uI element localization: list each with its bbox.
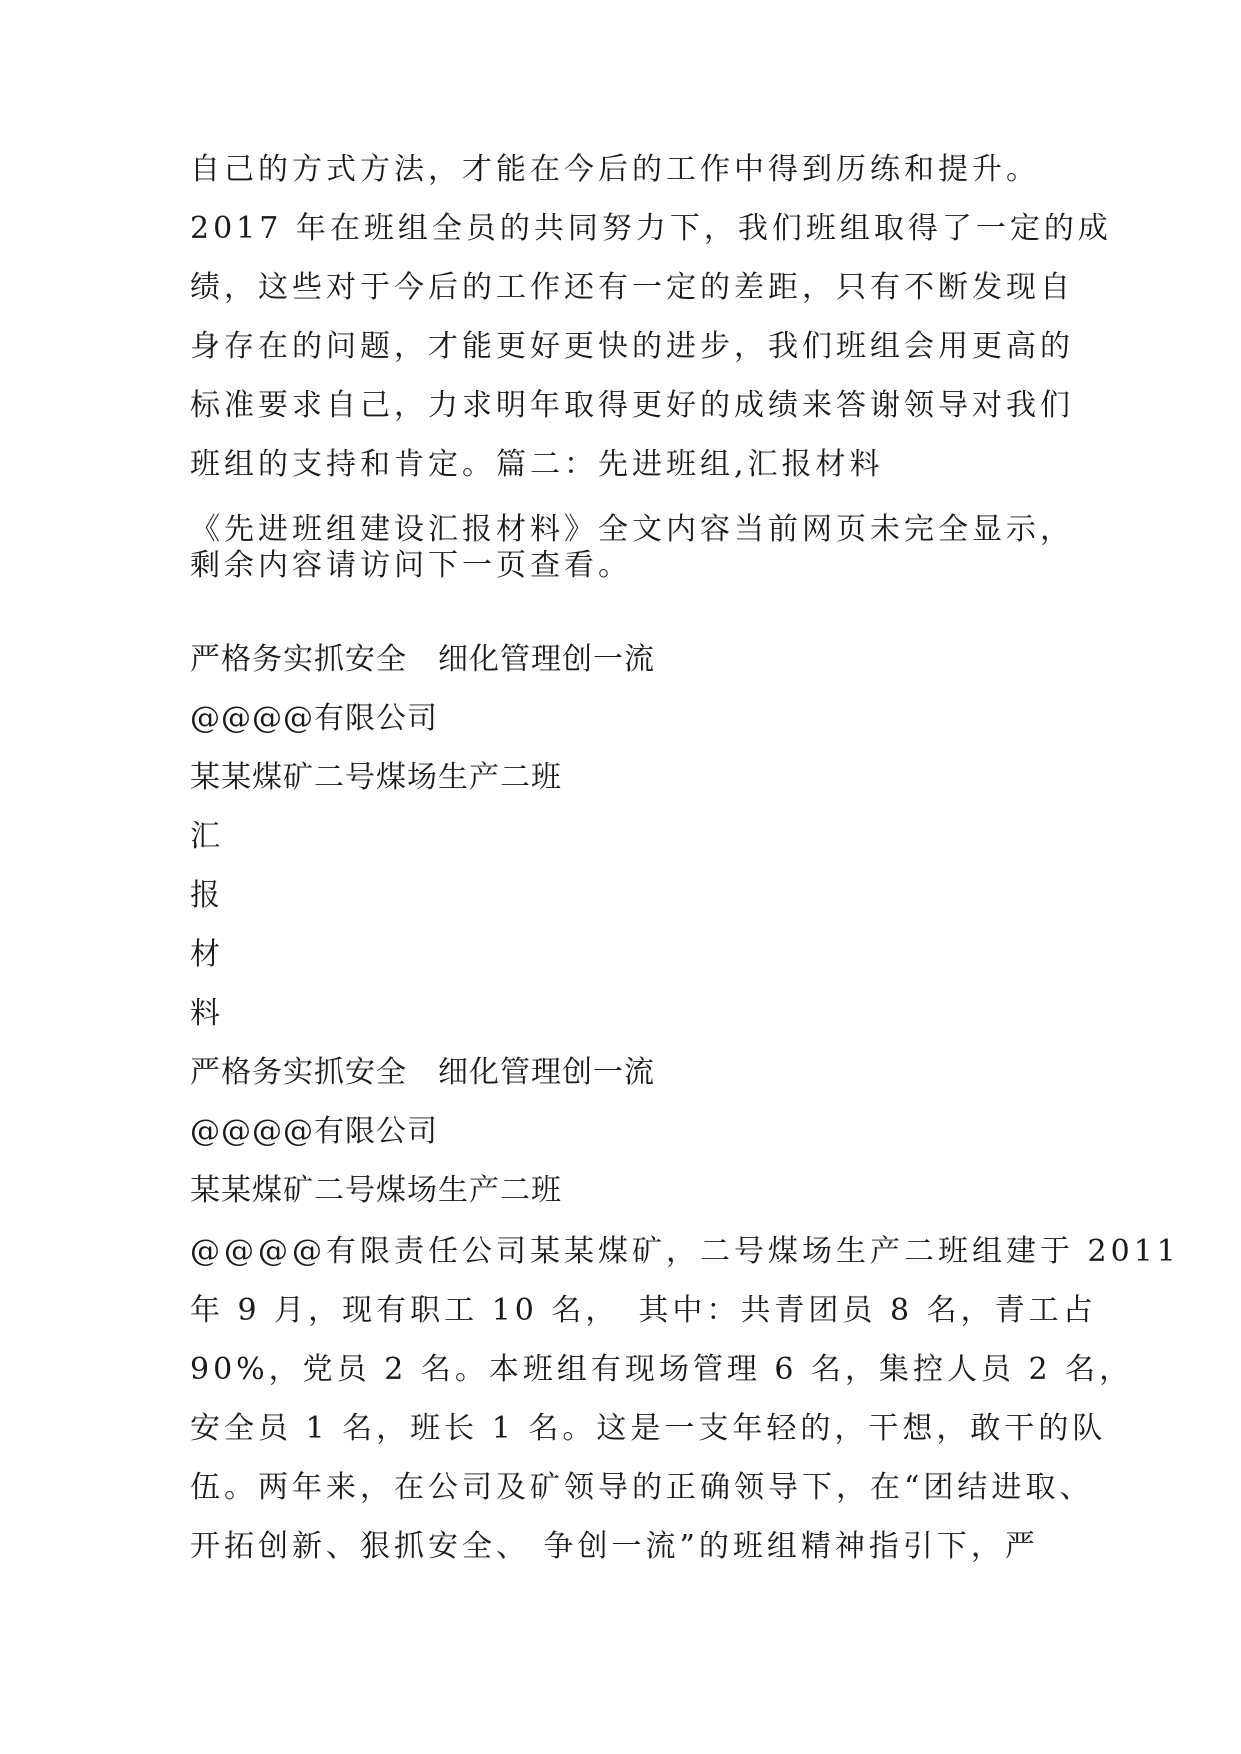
body-line: 开拓创新、狠抓安全、 争创一流”的班组精神指引下，严 — [190, 1529, 1039, 1564]
body-paragraph — [190, 1222, 1180, 1576]
team-name: 某某煤矿二号煤场生产二班 — [190, 1173, 562, 1208]
intro-line: 身存在的问题，才能更好更快的进步，我们班组会用更高的 — [190, 329, 1074, 364]
vertical-title-char: 汇 — [190, 819, 221, 854]
intro-paragraph — [190, 140, 1112, 494]
notice-line: 《先进班组建设汇报材料》全文内容当前网页未完全显示， — [190, 512, 1074, 547]
body-line: 伍。两年来，在公司及矿领导的正确领导下，在“团结进取、 — [190, 1470, 1094, 1505]
intro-line: 2017 年在班组全员的共同努力下，我们班组取得了一定的成 — [190, 211, 1112, 246]
body-line: 安全员 1 名，班长 1 名。这是一支年轻的，干想，敢干的队 — [190, 1411, 1107, 1446]
body-line: @@@@有限责任公司某某煤矿，二号煤场生产二班组建于 2011 — [190, 1234, 1180, 1269]
slogan-heading: 严格务实抓安全 细化管理创一流 — [190, 1055, 655, 1090]
vertical-title-char: 材 — [190, 937, 221, 972]
body-line: 90%，党员 2 名。本班组有现场管理 6 名，集控人员 2 名， — [190, 1352, 1134, 1387]
slogan-heading: 严格务实抓安全 细化管理创一流 — [190, 642, 655, 677]
intro-line: 绩，这些对于今后的工作还有一定的差距，只有不断发现自 — [190, 270, 1074, 305]
company-name: @@@@有限公司 — [190, 701, 438, 736]
team-name: 某某煤矿二号煤场生产二班 — [190, 760, 562, 795]
intro-line: 标准要求自己，力求明年取得更好的成绩来答谢领导对我们 — [190, 388, 1074, 423]
body-line: 年 9 月，现有职工 10 名， 其中：共青团员 8 名，青工占 — [190, 1293, 1097, 1328]
vertical-title-char: 报 — [190, 878, 221, 913]
intro-line: 自己的方式方法，才能在今后的工作中得到历练和提升。 — [190, 152, 1040, 187]
page-notice — [190, 512, 1074, 584]
notice-line: 剩余内容请访问下一页查看。 — [190, 548, 632, 583]
company-name: @@@@有限公司 — [190, 1114, 438, 1149]
intro-line: 班组的支持和肯定。篇二：先进班组,汇报材料 — [190, 447, 884, 482]
vertical-title-char: 料 — [190, 996, 221, 1031]
